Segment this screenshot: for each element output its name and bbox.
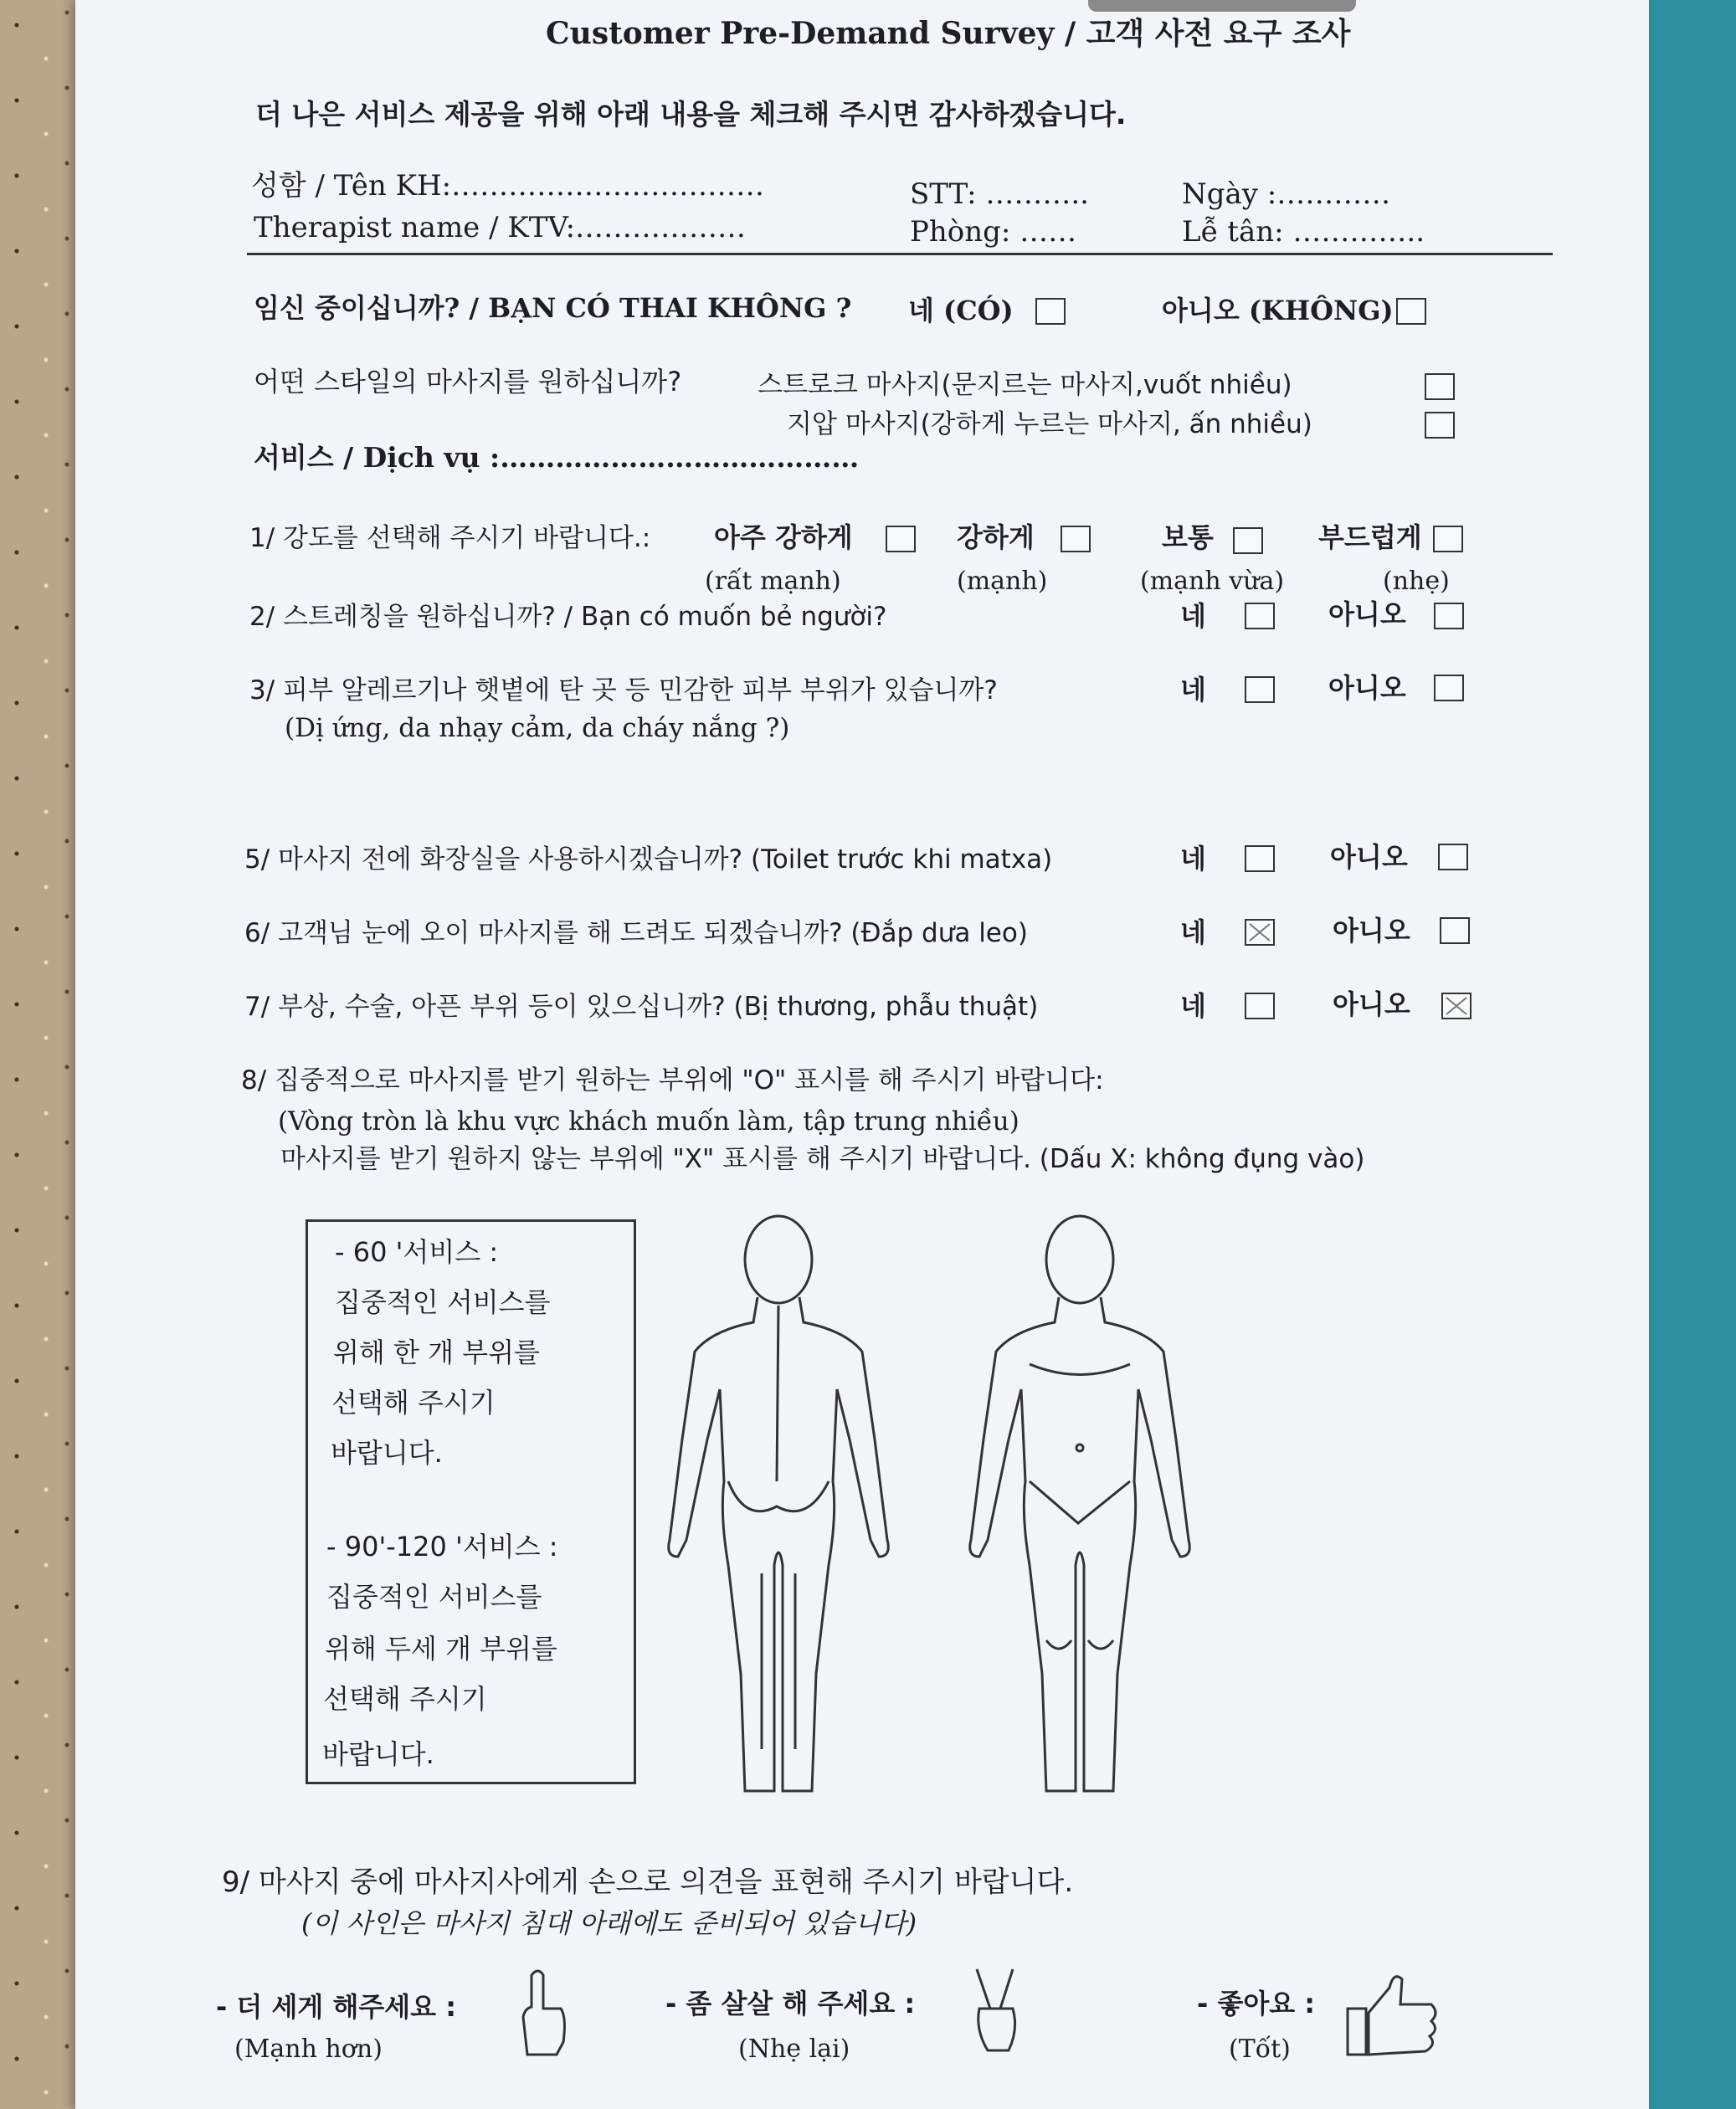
pregnant-no-label: 아니오 (KHÔNG) xyxy=(1162,295,1394,326)
one-finger-hand-icon xyxy=(515,1967,573,2059)
q2-text: 2/ 스트레칭을 원하십니까? / Bạn có muốn bẻ người? xyxy=(249,602,887,632)
sign-softer-vn: (Nhẹ lại) xyxy=(738,2035,850,2064)
sign-good-vn: (Tốt) xyxy=(1229,2035,1291,2064)
note-line9: 선택해 주시기 xyxy=(323,1683,487,1715)
note-line8: 위해 두세 개 부위를 xyxy=(325,1633,557,1665)
q7-no-checkbox[interactable] xyxy=(1441,993,1471,1019)
q1-strong-checkbox[interactable] xyxy=(1061,526,1091,552)
q1-soft-label: 부드럽게 xyxy=(1318,521,1422,553)
q8-text: 8/ 집중적으로 마사지를 받기 원하는 부위에 "O" 표시를 해 주시기 바랍니다: xyxy=(241,1065,1104,1096)
q3-yes-label: 네 xyxy=(1180,674,1206,706)
q1-very-strong-checkbox[interactable] xyxy=(886,526,916,552)
q3-no-checkbox[interactable] xyxy=(1434,675,1464,701)
note-line5: 바랍니다. xyxy=(331,1437,443,1469)
q9-subtext: (이 사인은 마사지 침대 아래에도 준비되어 있습니다) xyxy=(301,1907,917,1939)
q1-normal-checkbox[interactable] xyxy=(1233,527,1263,554)
q8-line2: (Vòng tròn là khu vực khách muốn làm, tập trung nhiều) xyxy=(278,1106,1020,1137)
two-finger-hand-icon xyxy=(967,1963,1025,2055)
body-front-icon xyxy=(963,1205,1197,1808)
pregnant-no-checkbox[interactable] xyxy=(1396,298,1426,325)
q5-yes-checkbox[interactable] xyxy=(1245,845,1275,872)
sign-stronger-vn: (Mạnh hơn) xyxy=(234,2035,383,2064)
q5-no-label: 아니오 xyxy=(1330,841,1408,873)
note-line3: 위해 한 개 부위를 xyxy=(333,1337,540,1368)
q3-subtext: (Dị ứng, da nhạy cảm, da cháy nắng ?) xyxy=(285,713,790,743)
body-back-icon xyxy=(661,1205,896,1808)
q1-very-strong-vn: (rất mạnh) xyxy=(705,567,841,596)
q2-yes-label: 네 xyxy=(1180,600,1206,632)
intro-text: 더 나은 서비스 제공을 위해 아래 내용을 체크해 주시면 감사하겠습니다. xyxy=(255,98,1127,131)
note-line4: 선택해 주시기 xyxy=(331,1387,496,1419)
thumbs-up-icon xyxy=(1343,1971,1444,2063)
q5-no-checkbox[interactable] xyxy=(1438,844,1468,870)
q6-no-checkbox[interactable] xyxy=(1440,917,1470,944)
note-line1: - 60 '서비스 : xyxy=(335,1236,499,1268)
q5-yes-label: 네 xyxy=(1180,843,1206,875)
q1-normal-vn: (mạnh vừa) xyxy=(1140,567,1285,596)
q6-text: 6/ 고객님 눈에 오이 마사지를 해 드려도 되겠습니까? (Đắp dưa leo) xyxy=(244,918,1028,948)
therapist-name-field[interactable]: Therapist name / KTV:……………… xyxy=(254,211,747,244)
pregnant-yes-checkbox[interactable] xyxy=(1035,298,1066,325)
q6-yes-label: 네 xyxy=(1180,916,1206,948)
q3-no-label: 아니오 xyxy=(1328,672,1406,704)
q1-strong-vn: (mạnh) xyxy=(957,567,1048,596)
style-option-stroke: 스트로크 마사지(문지르는 마사지,vuốt nhiều) xyxy=(758,370,1292,400)
q1-strong-label: 강하게 xyxy=(957,521,1035,553)
survey-paper xyxy=(75,0,1649,2109)
clipboard-clip xyxy=(1088,0,1356,12)
q1-soft-vn: (nhẹ) xyxy=(1383,567,1450,596)
room-field[interactable]: Phòng: …… xyxy=(910,215,1077,249)
style-acupressure-checkbox[interactable] xyxy=(1425,412,1455,439)
sign-good-label: - 좋아요 : xyxy=(1197,1988,1316,2019)
header-divider xyxy=(247,253,1553,255)
q3-text: 3/ 피부 알레르기나 햇볕에 탄 곳 등 민감한 피부 부위가 있습니까? xyxy=(249,675,998,706)
q5-text: 5/ 마사지 전에 화장실을 사용하시겠습니까? (Toilet trước khi matxa) xyxy=(244,844,1053,875)
check-mark-icon xyxy=(1441,993,1471,1019)
q1-text: 1/ 강도를 선택해 주시기 바랍니다.: xyxy=(249,523,651,553)
q7-no-label: 아니오 xyxy=(1333,988,1410,1020)
q1-normal-label: 보통 xyxy=(1162,521,1214,553)
note-line6: - 90'-120 '서비스 : xyxy=(326,1531,558,1563)
customer-name-field[interactable]: 성함 / Tên KH:…………………………… xyxy=(251,169,765,203)
q7-text: 7/ 부상, 수술, 아픈 부위 등이 있으십니까? (Bị thương, phẫu thuật) xyxy=(244,992,1039,1022)
reception-field[interactable]: Lễ tân: ………….. xyxy=(1182,215,1425,249)
q2-yes-checkbox[interactable] xyxy=(1245,603,1275,629)
q1-very-strong-label: 아주 강하게 xyxy=(714,521,853,553)
sign-stronger-label: - 더 세게 해주세요 : xyxy=(216,1991,457,2023)
pregnant-question: 임신 중이십니까? / BẠN CÓ THAI KHÔNG ? xyxy=(254,292,852,324)
style-stroke-checkbox[interactable] xyxy=(1425,373,1455,400)
service-field[interactable]: 서비스 / Dịch vụ :………………………………… xyxy=(254,441,860,474)
q6-yes-checkbox[interactable] xyxy=(1245,919,1275,946)
style-option-acupressure: 지압 마사지(강하게 누르는 마사지, ấn nhiều) xyxy=(787,409,1312,439)
q7-yes-checkbox[interactable] xyxy=(1245,993,1275,1019)
q1-soft-checkbox[interactable] xyxy=(1433,526,1463,552)
q7-yes-label: 네 xyxy=(1180,990,1206,1022)
note-line7: 집중적인 서비스를 xyxy=(326,1581,542,1613)
note-line10: 바랍니다. xyxy=(322,1738,434,1770)
stt-field[interactable]: STT: ……….. xyxy=(910,177,1089,211)
q2-no-label: 아니오 xyxy=(1328,598,1406,630)
check-mark-icon xyxy=(1245,919,1275,946)
date-field[interactable]: Ngày :………… xyxy=(1182,177,1391,211)
note-line2: 집중적인 서비스를 xyxy=(335,1286,551,1318)
sign-softer-label: - 좀 살살 해 주세요 : xyxy=(665,1988,916,2019)
q3-yes-checkbox[interactable] xyxy=(1245,676,1275,703)
pregnant-yes-label: 네 (CÓ) xyxy=(908,295,1014,326)
q2-no-checkbox[interactable] xyxy=(1434,603,1464,629)
survey-title: Customer Pre-Demand Survey / 고객 사전 요구 조사 xyxy=(546,16,1351,51)
q6-no-label: 아니오 xyxy=(1333,915,1410,947)
q8-line3: 마사지를 받기 원하지 않는 부위에 "X" 표시를 해 주시기 바랍니다. (Dấu X: không đụng vào) xyxy=(280,1144,1365,1174)
q9-text: 9/ 마사지 중에 마사지사에게 손으로 의견을 표현해 주시기 바랍니다. xyxy=(222,1865,1074,1899)
style-question: 어떤 스타일의 마사지를 원하십니까? xyxy=(254,366,682,398)
